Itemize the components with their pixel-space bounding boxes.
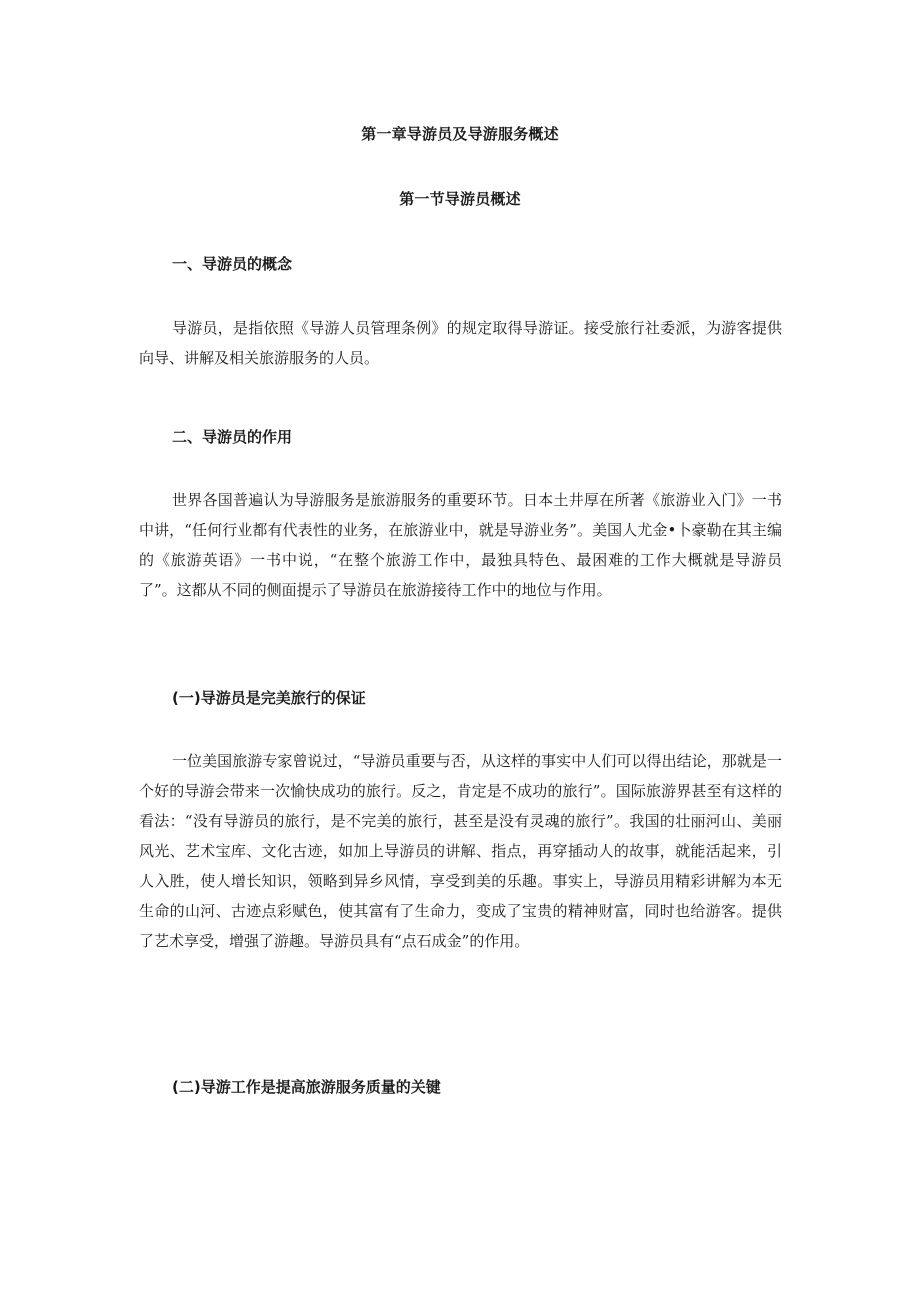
heading-concept: 一、导游员的概念 — [172, 255, 293, 273]
section-title: 第一节导游员概述 — [399, 190, 521, 208]
paragraph-concept: 导游员，是指依照《导游人员管理条例》的规定取得导游证。接受旅行社委派，为游客提供向导、讲解及相关旅游服务的人员。 — [139, 319, 782, 367]
paragraph-role: 世界各国普遍认为导游服务是旅游服务的重要环节。日本土井厚在所著《旅游业入门》一书中讲，“任何行业都有代表性的业务，在旅游业中，就是导游业务”。美国人尤金•卜豪勒在其主编的《旅游英语》一书中说，“在整个旅游工作中，最独具特色、最困难的工作大概就是导游员了”。这都从不同的侧面提示了导游员在旅游接待工作中的地位与作用。 — [139, 491, 782, 599]
heading-quality-key: (二)导游工作是提高旅游服务质量的关键 — [172, 1078, 441, 1096]
heading-role: 二、导游员的作用 — [172, 428, 293, 446]
heading-guarantee: (一)导游员是完美旅行的保证 — [172, 689, 366, 707]
chapter-title: 第一章导游员及导游服务概述 — [361, 125, 559, 143]
paragraph-guarantee: 一位美国旅游专家曾说过，“导游员重要与否，从这样的事实中人们可以得出结论，那就是一个好的导游会带来一次愉快成功的旅行。反之，肯定是不成功的旅行”。国际旅游界甚至有这样的看法：“没有导游员的旅行，是不完美的旅行，甚至是没有灵魂的旅行”。我国的壮丽河山、美丽风光、艺术宝库、文化古迹，如加上导游员的讲解、指点，再穿插动人的故事，就能活起来，引人入胜，使人增长知识，领略到异乡风情，享受到美的乐趣。事实上，导游员用精彩讲解为本无生命的山河、古迹点彩赋色，使其富有了生命力，变成了宝贵的精神财富，同时也给游客。提供了艺术享受，增强了游趣。导游员具有“点石成金”的作用。 — [139, 752, 782, 950]
